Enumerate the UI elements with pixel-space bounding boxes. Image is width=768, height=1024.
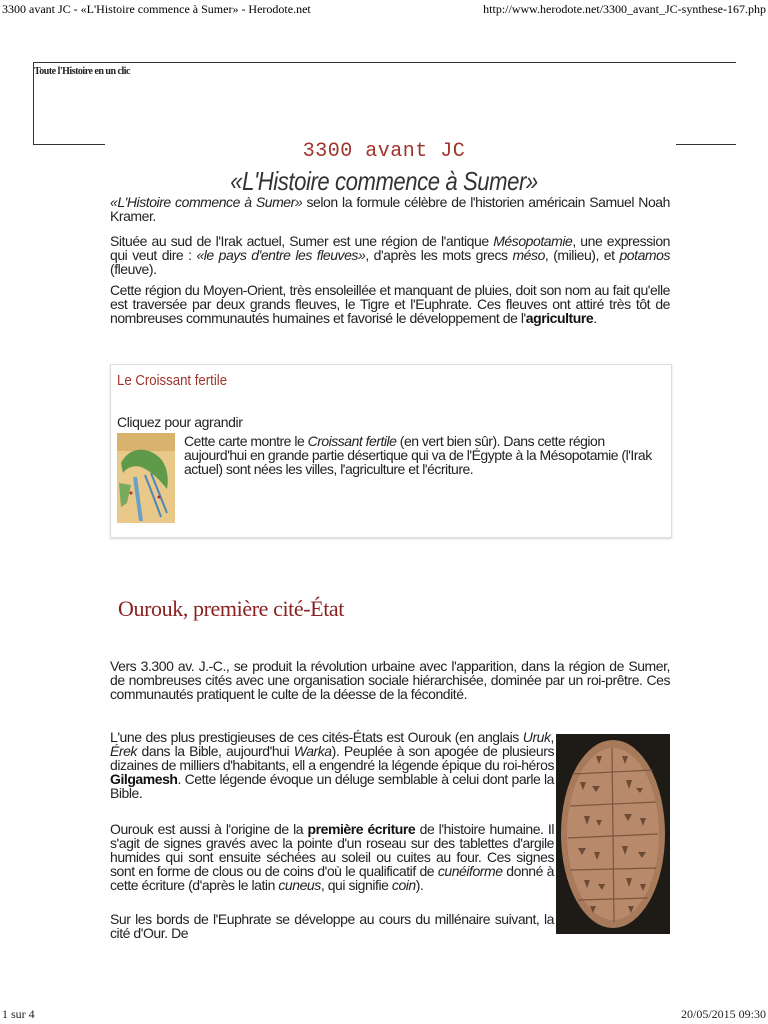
article-date: 3300 avant JC bbox=[302, 140, 466, 163]
intro-paragraph: «L'Histoire commence à Sumer» selon la formule célèbre de l'historien américain Samuel Noah Kramer. bbox=[110, 194, 670, 224]
ur-paragraph: Sur les bords de l'Euphrate se développe au cours du millénaire suivant, la cité d'Our. De bbox=[110, 911, 554, 941]
writing-paragraph: Ourouk est aussi à l'origine de la première écriture de l'histoire humaine. Il s'agit de signes gravés avec la pointe d'un roseau sur des tablettes d'argile humides qui sont ensuite séchées au soleil ou cuites au four. Ces signes sont en forme de clous ou de coins d'où le qualificatif de cunéiforme donné à cette écriture (d'après le latin cuneus, qui signifie coin). bbox=[110, 821, 554, 893]
sumer-paragraph: Située au sud de l'Irak actuel, Sumer est une région de l'antique Mésopotamie, une expression qui veut dire : «le pays d'entre les fleuves», d'après les mots grecs méso, (milieu), et potamos (fleuve). bbox=[110, 233, 671, 277]
print-datetime: 20/05/2015 09:30 bbox=[680, 1007, 766, 1021]
site-home-link[interactable]: Toute l'Histoire en un clic bbox=[34, 66, 130, 77]
card-caption: Cette carte montre le Croissant fertile (en vert bien sûr). Dans cette région aujourd'hui en grande partie désertique qui va de l'Égypte à la Mésopotamie (l'Irak actuel) sont nées les villes, l'agriculture et l'écriture. bbox=[184, 433, 652, 477]
enlarge-link[interactable]: Cliquez pour agrandir bbox=[117, 414, 243, 430]
uruk-paragraph: L'une des plus prestigieuses de ces cités-États est Ourouk (en anglais Uruk, Érek dans la Bible, aujourd'hui Warka). Peuplée à son apogée de plusieurs dizaines de milliers d'habitants, ell a engendré la légende épique du roi-héros Gilgamesh. Cette légende évoque un déluge semblable à celui dont parle la Bible. bbox=[110, 729, 554, 801]
urban-revolution-paragraph: Vers 3.300 av. J.-C., se produit la révolution urbaine avec l'apparition, dans la région de Sumer, de nombreuses cités avec une organisation sociale hiérarchisée, dominée par un roi-prêtre. Ces communautés pratiquent le culte de la déesse de la fécondité. bbox=[110, 658, 670, 702]
site-banner bbox=[33, 62, 736, 145]
print-page-title: 3300 avant JC - «L'Histoire commence à Sumer» - Herodote.net bbox=[2, 2, 311, 16]
card-title: Le Croissant fertile bbox=[117, 372, 228, 389]
print-url: http://www.herodote.net/3300_avant_JC-synthese-167.php bbox=[483, 2, 766, 16]
article-title: «L'Histoire commence à Sumer» bbox=[230, 166, 538, 196]
fertile-crescent-card bbox=[110, 364, 672, 538]
fertile-crescent-map[interactable] bbox=[117, 433, 175, 523]
rivers-paragraph: Cette région du Moyen-Orient, très ensoleillée et manquant de pluies, doit son nom au fait qu'elle est traversée par deux grands fleuves, le Tigre et l'Euphrate. Ces fleuves ont attiré très tôt de nombreuses communautés humaines et favorisé le développement de l'agriculture. bbox=[110, 282, 670, 326]
section-heading: Ourouk, première cité-État bbox=[118, 596, 344, 621]
cuneiform-tablet-image bbox=[556, 734, 670, 934]
print-page-count: 1 sur 4 bbox=[2, 1007, 35, 1021]
